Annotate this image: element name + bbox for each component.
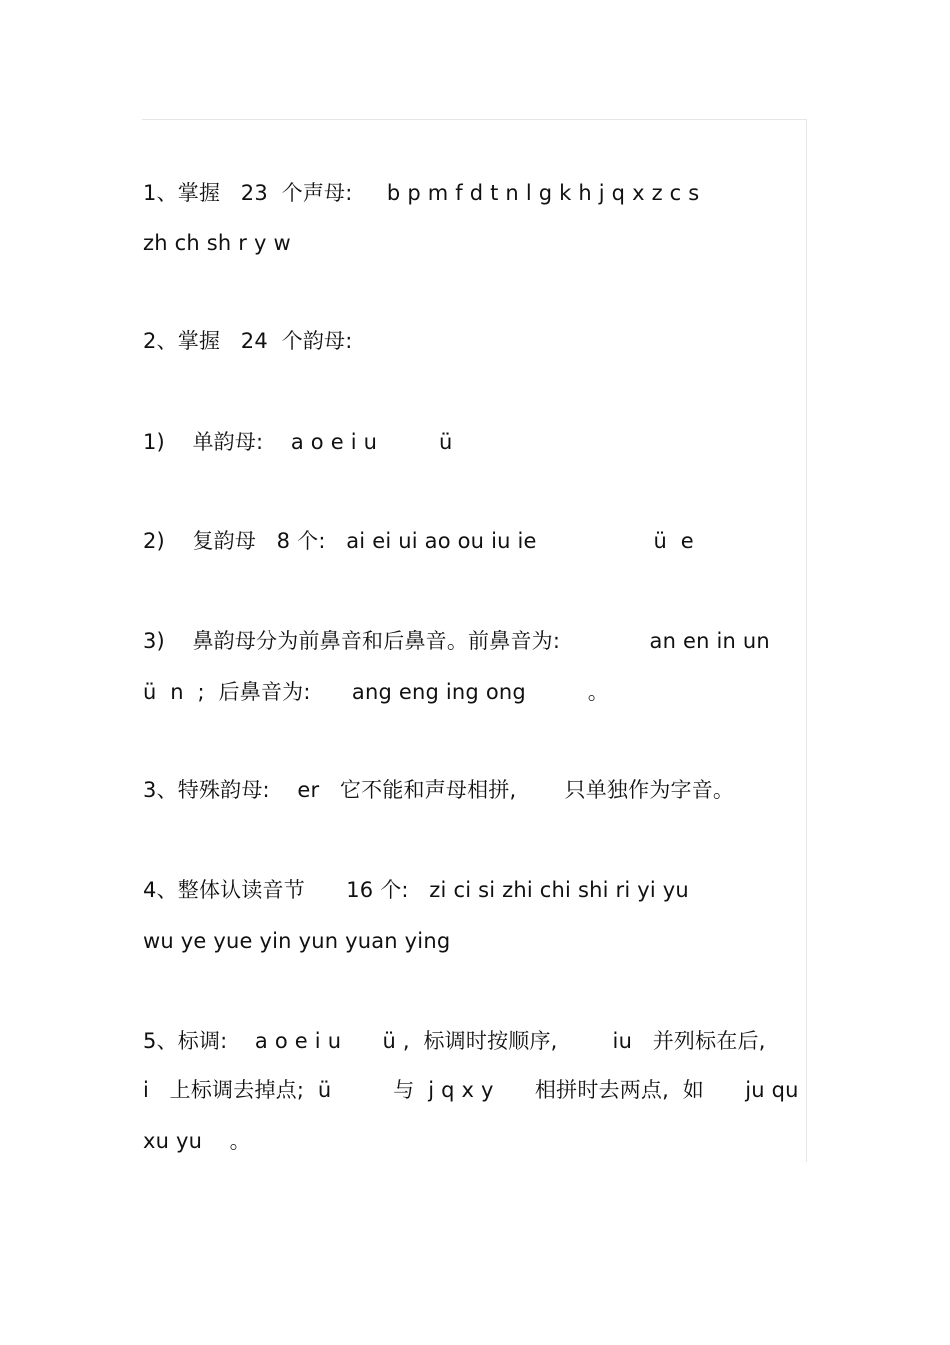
tone-marking-line: 5、标调: a o e i u ü , 标调时按顺序, iu 并列标在后,	[143, 1029, 766, 1053]
tone-marking-line-end: xu yu 。	[143, 1129, 251, 1153]
special-final-line: 3、特殊韵母: er 它不能和声母相拼, 只单独作为字音。	[143, 778, 735, 802]
tone-marking-line-cont: i 上标调去掉点; ü 与 j q x y 相拼时去两点, 如 ju qu	[143, 1078, 799, 1102]
compound-finals-line: 2) 复韵母 8 个: ai ei ui ao ou iu ie ü e	[143, 529, 694, 553]
nasal-finals-line: 3) 鼻韵母分为前鼻音和后鼻音。前鼻音为: an en in un	[143, 629, 770, 653]
whole-syllables-line: 4、整体认读音节 16 个: zi ci si zhi chi shi ri yi yu	[143, 878, 689, 902]
initials-line-cont: zh ch sh r y w	[143, 231, 291, 255]
nasal-finals-line-cont: ü n ; 后鼻音为: ang eng ing ong 。	[143, 680, 610, 704]
simple-finals-line: 1) 单韵母: a o e i u ü	[143, 430, 453, 454]
finals-heading: 2、掌握 24 个韵母:	[143, 329, 353, 353]
whole-syllables-line-cont: wu ye yue yin yun yuan ying	[143, 929, 451, 953]
initials-line: 1、掌握 23 个声母: b p m f d t n l g k h j q x z c s	[143, 181, 700, 205]
